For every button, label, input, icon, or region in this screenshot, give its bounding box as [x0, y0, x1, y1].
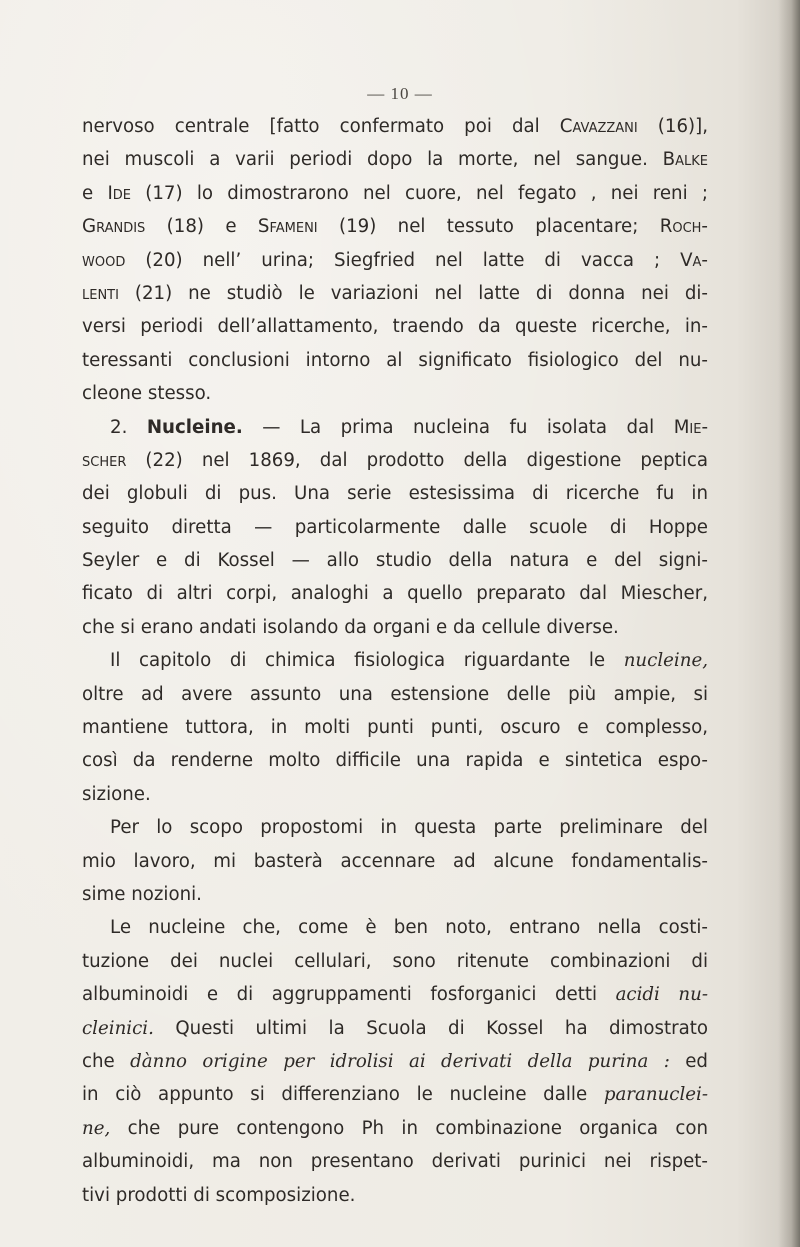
text-line: e Ide (17) lo dimostrarono nel cuore, nel fegato , nei reni ;: [82, 182, 708, 204]
text-line: cleone stesso.: [82, 383, 212, 405]
section-heading-line: 2. Nucleine. — La prima nucleina fu isolata dal Mie-: [110, 416, 709, 438]
text-line: in ciò appunto si differenziano le nucleine dalle paranuclei-: [82, 1084, 708, 1106]
text-line: teressanti conclusioni intorno al significato fisiologico del nu-: [82, 349, 708, 371]
text-line: così da renderne molto difficile una rapida e sintetica espo-: [82, 750, 708, 772]
text-line: albuminoidi e di aggruppamenti fosforganici detti acidi nu-: [82, 984, 708, 1006]
text-line: lenti (21) ne studiò le variazioni nel latte di donna nei di-: [82, 282, 708, 304]
text-line: sizione.: [82, 783, 151, 805]
text-line: nervoso centrale [fatto confermato poi dal Cavazzani (16)],: [82, 116, 708, 137]
text-line: ficato di altri corpi, analoghi a quello preparato dal Miescher,: [82, 583, 708, 605]
text-line: tivi prodotti di scomposizione.: [82, 1184, 356, 1206]
body-text: [82, 110, 708, 1212]
text-line: Grandis (18) e Sfameni (19) nel tessuto placentare; Roch-: [82, 216, 708, 238]
text-line: che si erano andati isolando da organi e da cellule diverse.: [82, 616, 619, 638]
section-title: Nucleine.: [146, 416, 243, 438]
text-line: Seyler e di Kossel — allo studio della natura e del signi-: [82, 550, 708, 572]
text-line: ne, che pure contengono Ph in combinazione organica con: [82, 1117, 708, 1139]
text-line: Il capitolo di chimica fisiologica riguardante le nucleine,: [110, 650, 708, 672]
text-line: mantiene tuttora, in molti punti punti, oscuro e complesso,: [82, 717, 708, 739]
text-line: dei globuli di pus. Una serie estesissima di ricerche fu in: [82, 483, 708, 505]
text-line: che dànno origine per idrolisi ai derivati della purina : ed: [82, 1050, 708, 1072]
text-line: oltre ad avere assunto una estensione delle più ampie, si: [82, 683, 708, 705]
text-line: seguito diretta — particolarmente dalle scuole di Hoppe: [82, 516, 708, 538]
text-line: scher (22) nel 1869, dal prodotto della digestione peptica: [82, 449, 708, 471]
text-line: sime nozioni.: [82, 883, 202, 905]
page-edge-shadow: [778, 0, 800, 1247]
text-line: cleinici. Questi ultimi la Scuola di Kossel ha dimostrato: [82, 1017, 708, 1039]
text-line: Le nucleine che, come è ben noto, entrano nella costi-: [110, 917, 708, 939]
text-line: mio lavoro, mi basterà accennare ad alcune fondamentalis-: [82, 850, 708, 872]
text-line: wood (20) nell’ urina; Siegfried nel latte di vacca ; Va-: [82, 249, 708, 271]
page-number: — 10 —: [367, 84, 433, 103]
text-line: versi periodi dell’allattamento, traendo da queste ricerche, in-: [82, 316, 708, 338]
text-line: nei muscoli a varii periodi dopo la morte, nel sangue. Balke: [82, 149, 708, 171]
text-line: albuminoidi, ma non presentano derivati purinici nei rispet-: [82, 1151, 708, 1173]
text-line: tuzione dei nuclei cellulari, sono ritenute combinazioni di: [82, 950, 708, 972]
text-line: Per lo scopo propostomi in questa parte preliminare del: [110, 817, 708, 839]
